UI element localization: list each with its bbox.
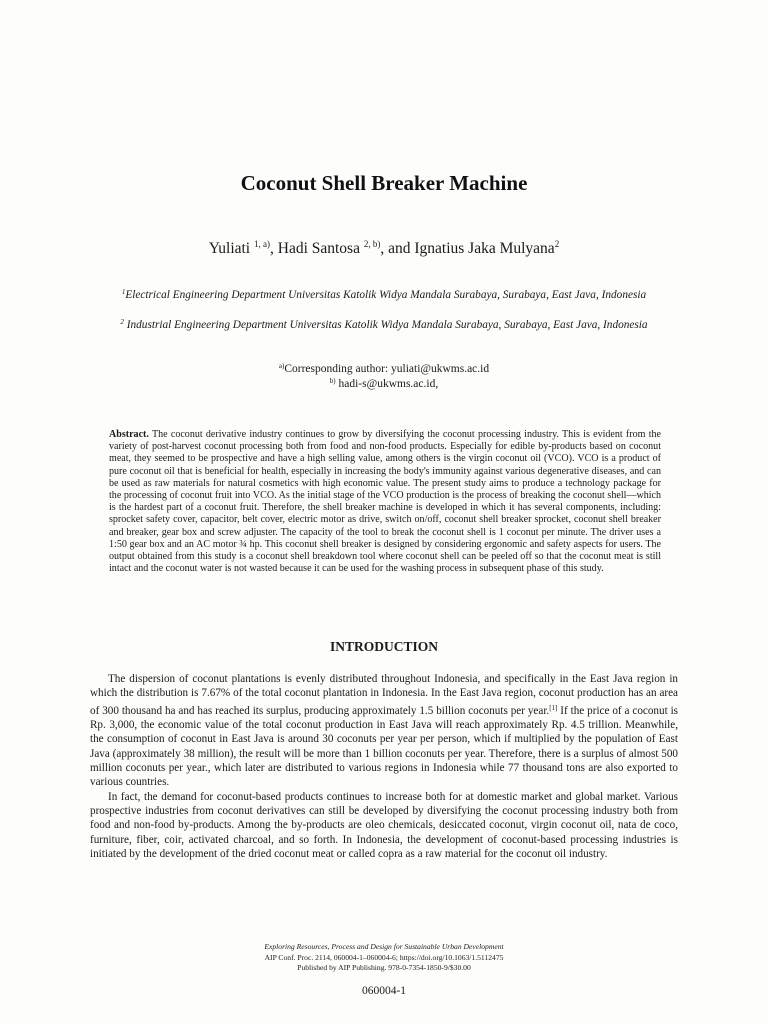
corresponding-email: hadi-s@ukwms.ac.id, <box>335 378 439 390</box>
author-name: Yuliati <box>208 240 254 257</box>
affiliation-text: Electrical Engineering Department Universitas Katolik Widya Mandala Surabaya, Surabaya, East Java, Indonesia <box>125 289 647 301</box>
paragraph-text: In fact, the demand for coconut-based products continues to increase both for at domestic market and global market. Various prospective industries from coconut derivatives can still be developed by diversifying the coconut processing industry both from food and non-food by-products. Among the by-products are oleo chemicals, desiccated coconut, virgin coconut oil, nata de coco, furniture, fiber, coir, activated charcoal, and so forth. In Indonesia, the development of coconut-based processing industries is initiated by the development of the dried coconut meat or called copra as a raw material for the coconut oil industry. <box>90 790 678 861</box>
author-list <box>0 239 768 258</box>
affiliation-text: Industrial Engineering Department Universitas Katolik Widya Mandala Surabaya, Surabaya, East Java, Indonesia <box>123 319 648 331</box>
abstract-text: The coconut derivative industry continues to grow by diversifying the coconut processing industry. This is evident from the variety of post-harvest coconut processing both from food and non-food products. Especially for edible by-products based on coconut meat, they seemed to be prospective and have a high selling value, among others is the virgin coconut oil (VCO). VCO is a product of pure coconut oil that is beneficial for health, especially in increasing the body's immunity against various degenerative diseases, and can be used as raw materials for natural cosmetics with high economic value. The present study aims to produce a technology package for the processing of coconut fruit into VCO. As the initial stage of the VCO production is the process of breaking the coconut shell—which is the hardest part of a coconut fruit. Therefore, the shell breaker machine is developed in which it has several components, including: sprocket safety cover, capacitor, belt cover, electric motor as drive, switch on/off, coconut shell breaker sprocket, coconut shell breaker and breaker, gear box and screw adjuster. The capacity of the tool to break the coconut shell is 1 coconut per minute. The driver uses a 1:50 gear box and an AC motor ¾ hp. This coconut shell breaker is designed by considering ergonomic and safety aspects for users. The output obtained from this study is a coconut shell breakdown tool where coconut shell can be peeled off so that the coconut meat is still intact and the coconut water is not wasted because it can be used for the washing process in subsequent phase of this study. <box>109 429 661 575</box>
paragraph <box>90 672 678 790</box>
footer-journal: Exploring Resources, Process and Design for Sustainable Urban Development <box>264 942 504 951</box>
author-name: , and Ignatius Jaka Mulyana <box>380 240 555 257</box>
affiliation-superscript: 2 <box>120 318 124 326</box>
affiliation-1 <box>120 285 648 303</box>
section-heading-introduction: INTRODUCTION <box>329 639 438 654</box>
affiliation-superscript: 1 <box>121 288 126 296</box>
corresponding-email: Corresponding author: yuliati@ukwms.ac.id <box>284 363 490 375</box>
paper-title: Coconut Shell Breaker Machine <box>240 171 528 195</box>
author-superscript: 2, b) <box>363 239 381 249</box>
introduction-body <box>90 672 678 861</box>
author-superscript: 1, a) <box>254 239 270 249</box>
corresponding-author-2 <box>0 374 768 391</box>
abstract-label: Abstract. <box>109 429 149 440</box>
author-superscript: 2 <box>554 239 560 249</box>
corresponding-superscript: b) <box>329 377 336 385</box>
paragraph-text: The dispersion of coconut plantations is evenly distributed throughout Indonesia, and specifically in the East Java region in which the distribution is 7.67% of the total coconut plantation in Indonesia. In the East Java region, coconut production has an area of 300 thousand ha and has reached its surplus, producing approximately 1.5 billion coconuts per year. <box>90 673 678 717</box>
paragraph <box>90 790 678 862</box>
affiliation-2 <box>120 315 648 333</box>
footer-citation: AIP Conf. Proc. 2114, 060004-1–060004-6; https://doi.org/10.1063/1.5112475 <box>264 952 504 962</box>
page-footer <box>0 942 768 974</box>
page-number: 060004-1 <box>361 985 407 997</box>
citation-ref: [1] <box>549 703 558 712</box>
author-name: , Hadi Santosa <box>270 240 364 257</box>
footer-publisher: Published by AIP Publishing. 978-0-7354-1850-9/$30.00 <box>297 963 471 972</box>
corresponding-superscript: a) <box>278 362 285 370</box>
abstract <box>109 429 661 575</box>
paragraph-text: If the price of a coconut is Rp. 3,000, the economic value of the total coconut production in East Java will reach approximately Rp. 4.5 trillion. Meanwhile, the consumption of coconut in East Java is around 30 coconuts per year per person, which if multiplied by the population of East Java (approximately 38 million), the result will be more than 1 billion coconuts per year. Therefore, there is a surplus of almost 500 million coconuts per year., which later are distributed to various regions in Indonesia while 77 thousand tons are also exported to various countries. <box>90 704 679 789</box>
